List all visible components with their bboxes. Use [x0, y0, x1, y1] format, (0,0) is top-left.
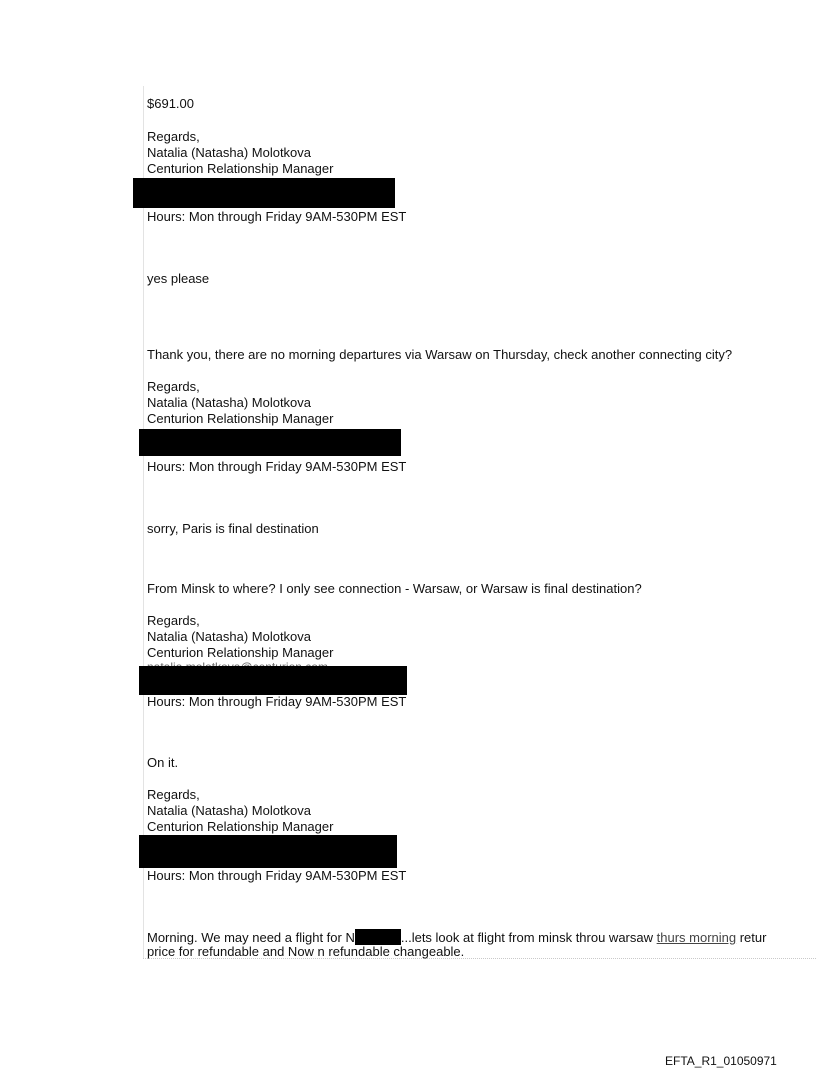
redaction-box	[139, 666, 407, 695]
message-line-2: price for refundable and Now n refundable changeable.	[147, 944, 465, 959]
signature-regards: Regards,	[147, 129, 200, 144]
signature-title: Centurion Relationship Manager	[147, 411, 334, 426]
quote-border-vertical	[143, 86, 144, 958]
redaction-box	[133, 178, 395, 208]
redaction-box	[139, 835, 397, 868]
message-text: Thank you, there are no morning departures via Warsaw on Thursday, check another connecting city?	[147, 347, 733, 362]
message-text: sorry, Paris is final destination	[147, 521, 319, 536]
signature-title: Centurion Relationship Manager	[147, 819, 334, 834]
message-text: ...lets look at flight from minsk throu warsaw	[400, 930, 657, 945]
signature-name: Natalia (Natasha) Molotkova	[147, 395, 312, 410]
signature-hours: Hours: Mon through Friday 9AM-530PM EST	[147, 868, 407, 883]
signature-name: Natalia (Natasha) Molotkova	[147, 803, 312, 818]
signature-hours: Hours: Mon through Friday 9AM-530PM EST	[147, 694, 407, 709]
amount-text: $691.00	[147, 96, 194, 111]
thurs-morning-link[interactable]: thurs morning	[656, 930, 737, 945]
message-text: On it.	[147, 755, 179, 770]
redaction-box	[139, 429, 401, 456]
redaction-inline	[355, 929, 401, 945]
signature-regards: Regards,	[147, 787, 200, 802]
signature-hours: Hours: Mon through Friday 9AM-530PM EST	[147, 209, 407, 224]
signature-regards: Regards,	[147, 379, 200, 394]
message-text: retur	[736, 930, 767, 945]
signature-title: Centurion Relationship Manager	[147, 645, 334, 660]
signature-name: Natalia (Natasha) Molotkova	[147, 629, 312, 644]
signature-hours: Hours: Mon through Friday 9AM-530PM EST	[147, 459, 407, 474]
document-id: EFTA_R1_01050971	[665, 1054, 777, 1068]
message-text: yes please	[147, 271, 210, 286]
signature-regards: Regards,	[147, 613, 200, 628]
signature-title: Centurion Relationship Manager	[147, 161, 334, 176]
message-text: From Minsk to where? I only see connection - Warsaw, or Warsaw is final destination?	[147, 581, 642, 596]
signature-name: Natalia (Natasha) Molotkova	[147, 145, 312, 160]
message-text: Morning. We may need a flight for N	[147, 930, 355, 945]
